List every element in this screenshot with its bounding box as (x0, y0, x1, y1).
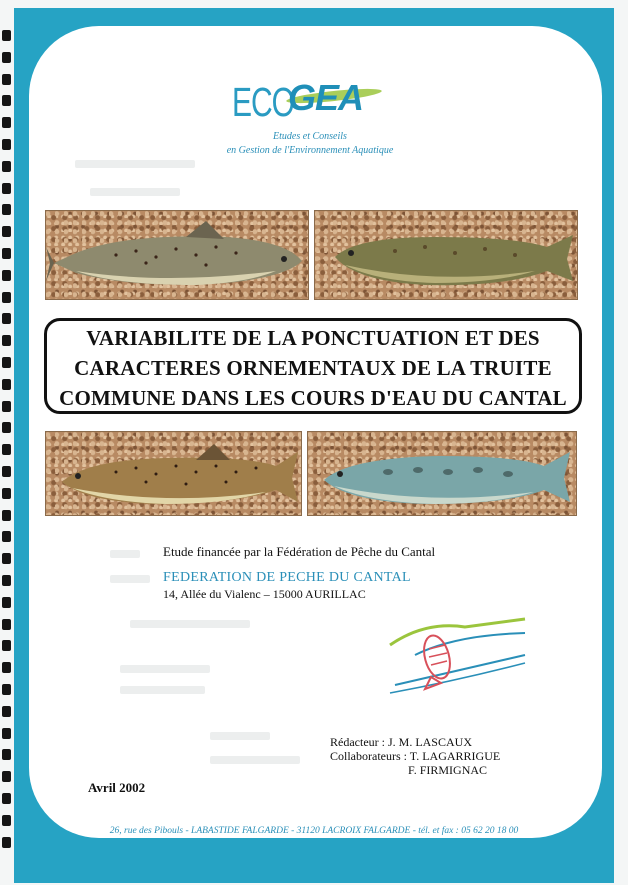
binding-ring (2, 771, 11, 782)
binding-ring (2, 30, 11, 41)
logo-eco-text: ECO (232, 81, 295, 126)
binding-ring (2, 117, 11, 128)
binding-ring (2, 248, 11, 259)
show-through-line (110, 575, 150, 583)
funding-statement: Etude financée par la Fédération de Pêche du Cantal (163, 544, 436, 559)
show-through-line (75, 160, 195, 168)
binding-ring (2, 793, 11, 804)
tagline-line-1: Etudes et Conseils (273, 131, 347, 142)
binding-ring (2, 510, 11, 521)
trout-photo (307, 431, 577, 516)
binding-ring (2, 597, 11, 608)
report-title-line-3: COMMUNE DANS LES COURS D'EAU DU CANTAL (59, 386, 567, 410)
binding-ring (2, 226, 11, 237)
binding-ring (2, 161, 11, 172)
binding-ring (2, 292, 11, 303)
report-date: Avril 2002 (88, 780, 146, 795)
binding-ring (2, 95, 11, 106)
binding-ring (2, 706, 11, 717)
binding-ring (2, 619, 11, 630)
binding-ring (2, 401, 11, 412)
binding-ring (2, 204, 11, 215)
binding-ring (2, 74, 11, 85)
binding-ring (2, 444, 11, 455)
binding-ring (2, 379, 11, 390)
logo-gea-text: GEA (288, 77, 364, 118)
show-through-line (210, 732, 270, 740)
binding-ring (2, 357, 11, 368)
binding-ring (2, 815, 11, 826)
tagline-line-2: en Gestion de l'Environnement Aquatique (226, 145, 394, 156)
binding-ring (2, 335, 11, 346)
collaborateurs-credit: Collaborateurs : T. LAGARRIGUE (330, 749, 501, 763)
binding-ring (2, 640, 11, 651)
binding-ring (2, 183, 11, 194)
show-through-line (130, 620, 250, 628)
binding-ring (2, 728, 11, 739)
redacteur-credit: Rédacteur : J. M. LASCAUX (330, 735, 472, 749)
collaborateur-2-credit: F. FIRMIGNAC (408, 763, 488, 777)
show-through-line (120, 686, 205, 694)
binding-ring (2, 837, 11, 848)
federation-fish-logo (385, 615, 530, 695)
federation-address: 14, Allée du Vialenc – 15000 AURILLAC (163, 587, 366, 601)
binding-ring (2, 139, 11, 150)
binding-ring (2, 684, 11, 695)
binding-ring (2, 575, 11, 586)
binding-ring (2, 662, 11, 673)
report-title-line-1: VARIABILITE DE LA PONCTUATION ET DES (86, 326, 540, 350)
ecogea-logo (228, 75, 388, 125)
show-through-line (210, 756, 300, 764)
trout-photo (45, 431, 302, 516)
show-through-line (110, 550, 140, 558)
show-through-line (90, 188, 180, 196)
trout-photo (45, 210, 309, 300)
spiral-binding (0, 30, 14, 860)
binding-ring (2, 531, 11, 542)
footer-address: 26, rue des Pibouls - LABASTIDE FALGARDE - 31120 LACROIX FALGARDE - tél. et fax : 05 62 20 18 00 (109, 826, 519, 836)
binding-ring (2, 422, 11, 433)
binding-ring (2, 749, 11, 760)
report-title-line-2: CARACTERES ORNEMENTAUX DE LA TRUITE (74, 356, 552, 380)
show-through-line (120, 665, 210, 673)
binding-ring (2, 52, 11, 63)
federation-name: FEDERATION DE PECHE DU CANTAL (163, 570, 411, 585)
binding-ring (2, 488, 11, 499)
binding-ring (2, 553, 11, 564)
report-title-box (44, 318, 582, 414)
trout-photo (314, 210, 578, 300)
binding-ring (2, 270, 11, 281)
binding-ring (2, 466, 11, 477)
binding-ring (2, 313, 11, 324)
